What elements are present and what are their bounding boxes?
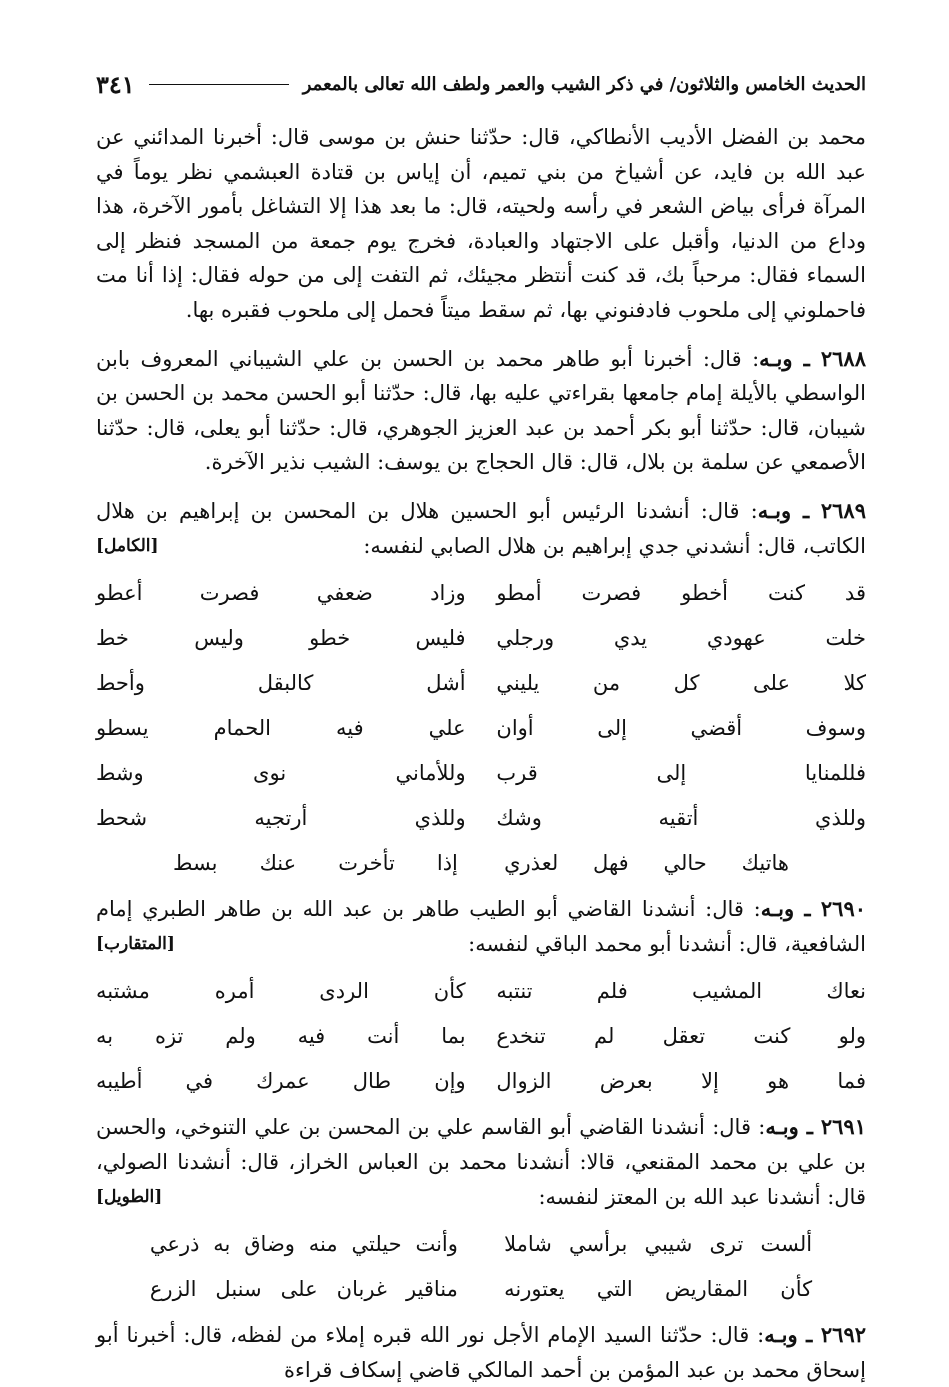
header-rule — [149, 84, 289, 85]
hemistich: كأن المقاريض التي يعتورنه — [504, 1277, 813, 1302]
book-page — [96, 0, 866, 1381]
hemistich: كأن الردى أمره مشتبه — [96, 979, 466, 1004]
verse — [96, 1267, 866, 1312]
hadith-number: ٢٦٨٩ ـ وبـه — [757, 497, 866, 523]
hemistich: مناقير غربان على سنبل الزرع — [149, 1277, 458, 1302]
hadith-text: : قال: أنشدنا الرئيس أبو الحسين هلال بن المحسن بن إبراهيم بن هلال الكاتب، قال: أنشدني جدي إبراهيم بن هلال الصابي لنفسه: — [96, 498, 866, 558]
hadith-2691 — [96, 1110, 866, 1214]
hadith-number: ٢٦٩١ ـ وبـه — [765, 1114, 866, 1140]
hemistich: وللأماني نوى وشط — [96, 761, 466, 786]
hemistich: هاتيك حالي فهل لعذري — [504, 851, 789, 876]
verse — [96, 1059, 866, 1104]
hemistich: نعاك المشيب فلم تنتبه — [496, 979, 866, 1004]
verse — [96, 661, 866, 706]
hemistich: قد كنت أخطو فصرت أمطو — [496, 581, 866, 606]
hadith-2692 — [96, 1318, 866, 1387]
running-header — [96, 62, 866, 106]
hadith-number: ٢٦٩٢ ـ وبـه — [764, 1322, 867, 1348]
hemistich: وزاد ضعفي فصرت أعطو — [96, 581, 466, 606]
verse — [96, 751, 866, 796]
hemistich: علي فيه الحمام يسطو — [96, 716, 466, 741]
hemistich: وللذي أرتجيه شحط — [96, 806, 466, 831]
hadith-2690 — [96, 892, 866, 961]
hadith-number: ٢٦٩٠ ـ وبـه — [760, 896, 867, 922]
hemistich: وإن طال عمرك في أطيبه — [96, 1069, 466, 1094]
verse — [96, 571, 866, 616]
verse — [96, 1222, 866, 1267]
poem-2690 — [96, 969, 866, 1104]
page-number: ٣٤١ — [96, 69, 135, 99]
hadith-text: : قال: أخبرنا أبو طاهر محمد بن الحسن بن علي الشيباني المعروف بابن الواسطي بالأيلة إمام جامعها بقراءتي عليه بها، قال: حدّثنا أبو الحسن محمد بن الحسن بن شيبان، قال: حدّثنا أبو بكر أحمد بن عبد العزيز الجوهري، قال: حدّثنا أبو يعلى، قال: حدّثنا الأصمعي عن سلمة بن بلال، قال: قال الحجاج بن يوسف: الشيب نذير الآخرة. — [96, 346, 866, 475]
hadith-2688 — [96, 342, 866, 480]
hemistich: إذا تأخرت عنك بسط — [173, 851, 458, 876]
meter-label: [المتقارب] — [96, 933, 175, 954]
hadith-text: : قال: أنشدنا القاضي أبو القاسم علي بن المحسن بن علي التنوخي، والحسن بن علي بن محمد المقنعي، قالا: أنشدنا محمد بن العباس الخراز، قال: أنشدنا الصولي، قال: أنشدنا عبد الله بن المعتز لنفسه: — [96, 1115, 866, 1209]
hemistich: ألست ترى شيبي برأسي شاملا — [504, 1232, 813, 1257]
hemistich: فليس خطو وليس خط — [96, 626, 466, 651]
verse — [96, 1014, 866, 1059]
hemistich: وسوف أقضي إلى أوان — [496, 716, 866, 741]
poem-2689 — [96, 571, 866, 886]
verse — [96, 616, 866, 661]
verse — [96, 841, 866, 886]
hadith-number: ٢٦٨٨ ـ وبـه — [759, 345, 866, 371]
hemistich: بما أنت فيه ولم تزه به — [96, 1024, 466, 1049]
poem-2691 — [96, 1222, 866, 1312]
hadith-text: : قال: حدّثنا السيد الإمام الأجل نور الله قبره إملاء من لفظه، قال: أخبرنا أبو إسحاق محمد بن عبد المؤمن بن أحمد المالكي قاضي إسكاف قراءة — [96, 1323, 866, 1382]
hadith-2689 — [96, 494, 866, 563]
meter-label: [الطويل] — [96, 1186, 163, 1207]
running-title: الحديث الخامس والثلاثون/ في ذكر الشيب والعمر ولطف الله تعالى بالمعمر — [302, 73, 866, 95]
hemistich: أشل كالبقل وأحط — [96, 671, 466, 696]
verse — [96, 969, 866, 1014]
hemistich: ولو كنت تعقل لم تنخدع — [496, 1024, 866, 1049]
hemistich: وأنت حيلتي منه وضاق به ذرعي — [149, 1232, 458, 1257]
meter-label: [الكامل] — [96, 535, 159, 556]
page-body — [96, 120, 866, 1387]
hemistich: فللمنايا إلى قرب — [496, 761, 866, 786]
hadith-text: : قال: أنشدنا القاضي أبو الطيب طاهر بن عبد الله بن طاهر الطبري إمام الشافعية، قال: أنشدنا أبو محمد الباقي لنفسه: — [96, 897, 866, 956]
hemistich: كلا على كل من يليني — [496, 671, 866, 696]
verse — [96, 706, 866, 751]
hemistich: خلت عهودي يدي ورجلي — [496, 626, 866, 651]
hemistich: فما هو إلا بعرض الزوال — [496, 1069, 866, 1094]
hemistich: وللذي أتقيه وشك — [496, 806, 866, 831]
verse — [96, 796, 866, 841]
paragraph-continuation: محمد بن الفضل الأديب الأنطاكي، قال: حدّثنا حنش بن موسى قال: أخبرنا المدائني عن عبد الله بن فايد، عن أشياخ من بني تميم، أن إياس بن قتادة العبشمي نظر يوماً في المرآة فرأى بياض الشعر في رأسه ولحيته، قال: ما بعد هذا إلا التشاغل بأمور الآخرة، هذا وداع من الدنيا، وأقبل على الاجتهاد والعبادة، فخرج يوم جمعة من المسجد فنظر إلى السماء فقال: مرحباً بك، قد كنت أنتظر مجيئك، ثم التفت إلى من حوله فقال: إذا أنا مت فاحملوني إلى ملحوب فادفنوني بها، ثم سقط ميتاً فحمل إلى ملحوب فقبره بها. — [96, 125, 866, 322]
